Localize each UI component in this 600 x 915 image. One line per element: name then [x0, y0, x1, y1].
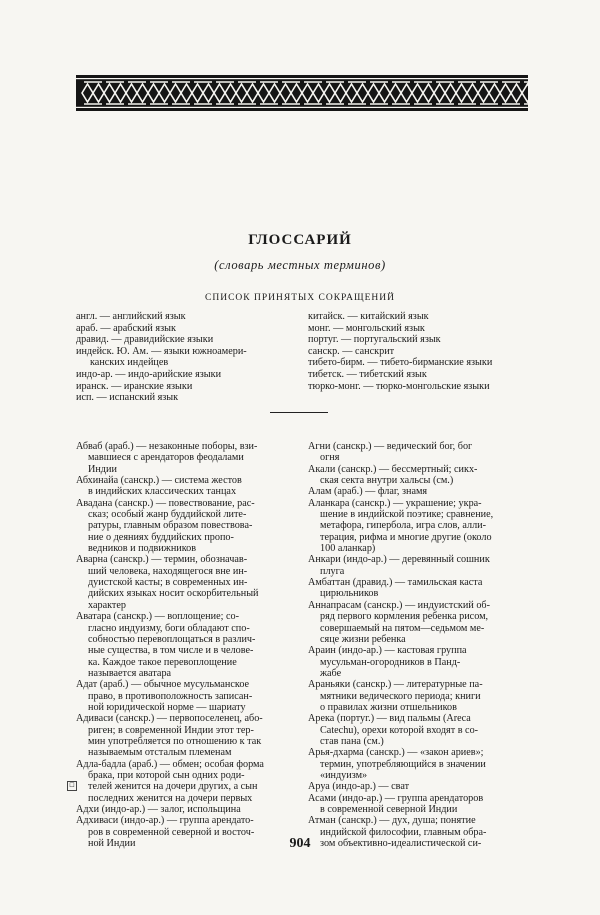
glossary-entry-continuation: цирюльников	[320, 588, 379, 600]
glossary-entry	[76, 759, 302, 804]
glossary-entry-line: Арья-дхарма (санскр.) — «закон ариев»;	[308, 747, 484, 759]
glossary-entry-continuation: ров в современной северной и восточ-	[88, 826, 255, 838]
glossary-entry-continuation: термин, употребляющийся в значении	[320, 758, 486, 770]
abbreviation-item: португ. — португальский язык	[308, 334, 441, 346]
glossary-entry	[308, 600, 530, 645]
abbreviation-item: индейск. Ю. Ам. — языки южноамери-	[76, 345, 247, 357]
glossary-entry-line: Аланкара (санскр.) — украшение; укра-	[308, 497, 482, 509]
glossary-entry-line: Араньяки (санскр.) — литературные па-	[308, 679, 483, 691]
glossary-entry-continuation: ка. Каждое такое перевоплощение	[88, 656, 237, 668]
glossary-entry-line: Анкари (индо-ар.) — деревянный сошник	[308, 554, 490, 566]
abbreviations-left-column	[76, 311, 302, 404]
abbreviation-item: тюрко-монг. — тюрко-монгольские языки	[308, 380, 490, 392]
glossary-entry	[308, 554, 530, 577]
glossary-entry-line: Адла-бадла (араб.) — обмен; особая форма	[76, 758, 264, 770]
glossary-entry-line: Асами (индо-ар.) — группа арендаторов	[308, 792, 484, 804]
glossary-entry-continuation: право, в противоположность записан-	[88, 690, 253, 702]
glossary-entry-line: Адхи (индо-ар.) — залог, испольщина	[76, 804, 241, 815]
glossary-entry	[76, 713, 302, 758]
glossary-entry-continuation: сяце жизни ребенка	[320, 633, 406, 645]
glossary-entry-continuation: 100 аланкар)	[320, 543, 376, 555]
glossary-entry-line: Адхиваси (индо-ар.) — группа арендато-	[76, 815, 254, 827]
glossary-entry	[308, 645, 530, 679]
glossary-entry	[308, 464, 530, 487]
glossary-entry-continuation: называемым отсталым племенам	[88, 747, 232, 759]
glossary-entry	[76, 554, 302, 611]
abbreviation-item: монг. — монгольский язык	[308, 322, 425, 334]
glossary-entry-continuation: зом объективно-идеалистической си-	[320, 838, 482, 850]
abbreviation-item: тибето-бирм. — тибето-бирманские языки	[308, 357, 493, 369]
glossary-entry	[76, 679, 302, 713]
glossary-entry-line: Адиваси (санскр.) — первопоселенец, або-	[76, 713, 263, 725]
glossary-entry-continuation: ной юридической норме — шариату	[88, 701, 246, 713]
abbreviation-item: иранск. — иранские языки	[76, 380, 193, 392]
glossary-entry-line: Арека (португ.) — вид пальмы (Areca	[308, 713, 471, 725]
glossary-entry-line: Агни (санскр.) — ведический бог, бог	[308, 441, 473, 452]
glossary-entry-continuation: последних женится на дочери первых	[88, 792, 253, 804]
glossary-right-column	[308, 441, 530, 849]
abbreviation-item: араб. — арабский язык	[76, 322, 176, 334]
glossary-entry-continuation: огня	[320, 452, 340, 464]
glossary-entry-continuation: Индии	[88, 463, 117, 475]
glossary-entry-continuation: ший человека, находящегося вне ин-	[88, 565, 248, 577]
glossary-entry-continuation: ведников и подвижников	[88, 543, 197, 555]
abbreviations-right-column	[308, 311, 530, 392]
glossary-entry-continuation: дуистской касты; в современных ин-	[88, 577, 248, 589]
glossary-entry-line: Аварна (санскр.) — термин, обозначав-	[76, 554, 248, 566]
glossary-entry-continuation: ные существа, в том числе и в челове-	[88, 645, 254, 657]
glossary-left-column	[76, 441, 302, 849]
glossary-entry-line: Атман (санскр.) — дух, душа; понятие	[308, 815, 476, 827]
glossary-entry-continuation: став пана (см.)	[320, 735, 384, 747]
glossary-entry-line: Акали (санскр.) — бессмертный; сикх-	[308, 463, 478, 475]
glossary-entry	[308, 793, 530, 816]
glossary-entry-continuation: сказ; особый жанр буддийской лите-	[88, 509, 247, 521]
glossary-entry-line: Адат (араб.) — обычное мусульманское	[76, 679, 250, 691]
glossary-entry-line: Авадана (санскр.) — повествование, рас-	[76, 497, 255, 509]
abbreviation-item: англ. — английский язык	[76, 311, 186, 322]
glossary-entry-continuation: индийской философии, главным обра-	[320, 826, 487, 838]
abbreviation-item: дравид. — дравидийские языки	[76, 334, 214, 346]
glossary-entry-continuation: жабе	[320, 667, 342, 679]
glossary-entry-continuation: брака, при которой сын одних роди-	[88, 769, 245, 781]
abbreviations-heading: СПИСОК ПРИНЯТЫХ СОКРАЩЕНИЙ	[205, 293, 395, 303]
abbreviation-item: санскр. — санскрит	[308, 345, 395, 357]
glossary-entry	[308, 679, 530, 713]
section-divider	[270, 412, 328, 413]
glossary-entry-continuation: о правилах жизни отшельников	[320, 701, 457, 713]
glossary-entry-continuation: мавшиеся с арендаторов феодалами	[88, 452, 244, 464]
glossary-entry-line: Абхинайа (санскр.) — система жестов	[76, 475, 242, 487]
glossary-entry-continuation: мусульман-огородников в Панд-	[320, 656, 461, 668]
glossary-entry-continuation: метафора, гипербола, игра слов, алли-	[320, 520, 487, 532]
abbreviation-item: исп. — испанский язык	[76, 392, 179, 404]
glossary-entry-continuation: ной Индии	[88, 838, 136, 850]
glossary-entry-continuation: риген; в современной Индии этот тер-	[88, 724, 254, 736]
glossary-entry-continuation: ряд первого кормления ребенка рисом,	[320, 611, 489, 623]
glossary-entry-continuation: дийских языках носит оскорбительный	[88, 588, 259, 600]
glossary-entry-continuation: мятники ведического периода; книги	[320, 690, 481, 702]
glossary-entry-line: Аватара (санскр.) — воплощение; со-	[76, 611, 239, 623]
glossary-entry	[308, 577, 530, 600]
abbreviation-item-continuation: канских индейцев	[90, 357, 169, 369]
glossary-entry-continuation: «индуизм»	[320, 769, 368, 781]
glossary-entry	[308, 781, 530, 792]
glossary-entry	[76, 498, 302, 555]
glossary-entry-continuation: мин употребляется по отношению к так	[88, 735, 262, 747]
glossary-entry-line: Амбаттан (дравид.) — тамильская каста	[308, 577, 483, 589]
abbreviation-item: тибетск. — тибетский язык	[308, 368, 427, 380]
glossary-entry-continuation: ская секта внутри хальсы (см.)	[320, 475, 454, 487]
glossary-entry	[76, 611, 302, 679]
glossary-entry	[308, 486, 530, 497]
abbreviation-item: китайск. — китайский язык	[308, 311, 429, 322]
glossary-title: ГЛОССАРИЙ	[248, 232, 352, 248]
glossary-entry-continuation: собностью перевоплощаться в различ-	[88, 633, 256, 645]
glossary-entry-continuation: в современной северной Индии	[320, 804, 458, 815]
glossary-entry-continuation: Catechu), орехи которой входят в со-	[320, 724, 479, 736]
abbreviation-item: индо-ар. — индо-арийские языки	[76, 368, 222, 380]
glossary-subtitle: (словарь местных терминов)	[214, 258, 386, 272]
glossary-entry	[308, 498, 530, 555]
glossary-entry-continuation: называется аватара	[88, 667, 172, 679]
glossary-entry-continuation: в индийских классических танцах	[88, 486, 237, 498]
glossary-entry-continuation: терация, рифма и многие другие (около	[320, 531, 492, 543]
ornamental-border-band	[76, 75, 528, 111]
glossary-entry-line: Алам (араб.) — флаг, знамя	[308, 486, 428, 498]
glossary-entry-continuation: плуга	[320, 565, 345, 577]
glossary-entry	[308, 441, 530, 464]
glossary-entry-continuation: ние о деяниях буддийских пропо-	[88, 531, 234, 543]
glossary-entry-line: Аннапрасам (санскр.) — индуистский об-	[308, 599, 490, 611]
glossary-entry	[308, 747, 530, 781]
page-number: 904	[289, 836, 311, 851]
glossary-entry	[76, 441, 302, 475]
glossary-entry-line: Араин (индо-ар.) — кастовая группа	[308, 645, 467, 657]
glossary-entry-continuation: ратуры, главным образом повествова-	[88, 520, 253, 532]
margin-mark-icon: ☐	[67, 781, 77, 791]
glossary-entry	[76, 475, 302, 498]
glossary-entry	[308, 713, 530, 747]
glossary-entry-line: Аруа (индо-ар.) — сват	[308, 781, 410, 793]
glossary-entry-line: Абваб (араб.) — незаконные поборы, взи-	[76, 441, 258, 452]
glossary-entry-continuation: телей женится на дочери других, а сын	[88, 781, 258, 793]
glossary-entry-continuation: характер	[88, 599, 126, 611]
glossary-entry-continuation: совершаемый на пятом—седьмом ме-	[320, 622, 485, 634]
glossary-entry-continuation: гласно индуизму, боги обладают спо-	[88, 622, 250, 634]
glossary-entry	[76, 804, 302, 815]
glossary-entry-continuation: шение в индийской поэтике; сравнение,	[320, 509, 494, 521]
